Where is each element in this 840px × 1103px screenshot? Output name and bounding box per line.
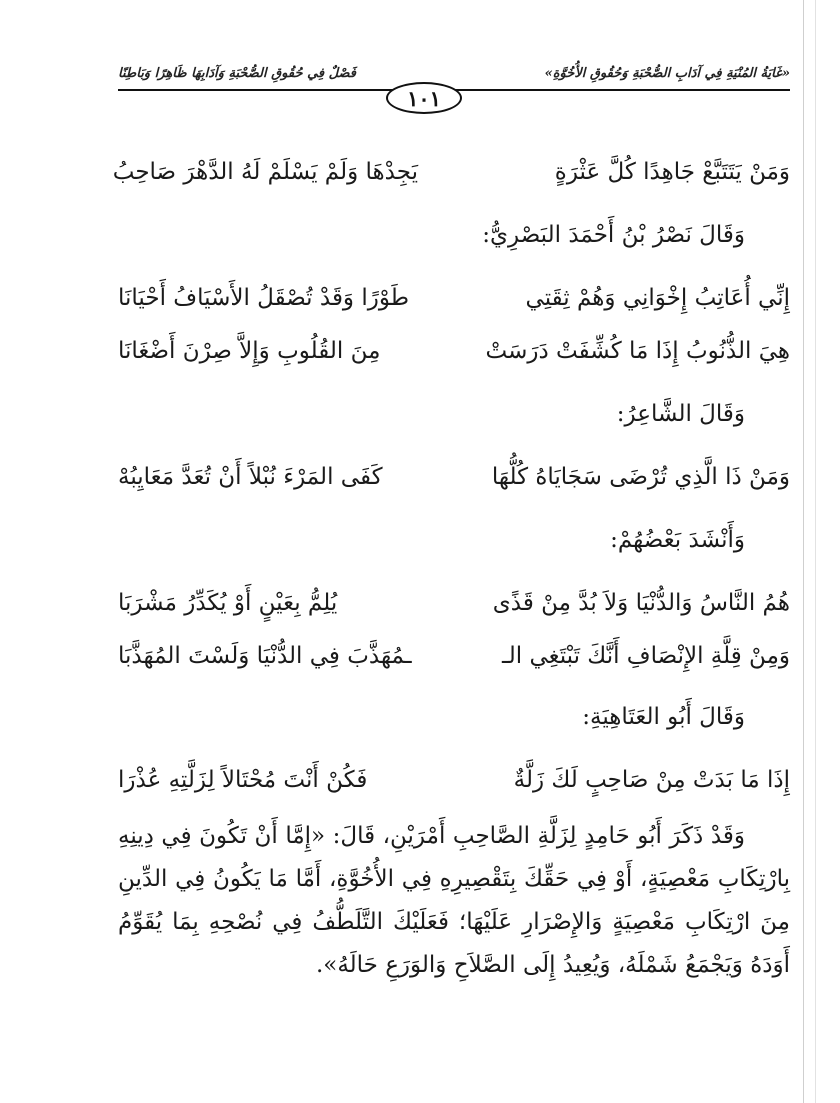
verse-first-hemistich: هِيَ الذُّنُوبُ إِذَا مَا كُشِّفَتْ دَرَسَتْ: [485, 338, 790, 364]
verse-attribution: وَقَالَ الشَّاعِرُ:: [616, 401, 745, 427]
verse-line: [118, 457, 790, 497]
verse-line: [118, 583, 790, 623]
verse-line: [112, 152, 790, 192]
verse-line: [118, 331, 790, 371]
page-number: ١٠١: [386, 82, 462, 114]
binding-line: [803, 0, 804, 1103]
verse-second-hemistich: طَوْرًا وَقَدْ تُصْقَلُ الأَسْيَافُ أَحْيَانَا: [118, 285, 410, 311]
running-header: [0, 0, 840, 120]
book-title: «غَايَةُ المُنْيَةِ فِي آدَابِ الصُّحْبَةِ وَحُقُوقِ الأُخُوَّةِ»: [544, 66, 790, 81]
binding-line: [815, 0, 816, 1103]
verse-second-hemistich: كَفَى المَرْءَ نُبْلاً أَنْ تُعَدَّ مَعَايِبُهْ: [118, 464, 383, 490]
verse-second-hemistich: ـمُهَذَّبَ فِي الدُّنْيَا وَلَسْتَ المُهَذَّبَا: [118, 643, 412, 669]
verse-first-hemistich: وَمِنْ قِلَّةِ الإِنْصَافِ أَنَّكَ تَبْتَغِي الـ: [502, 643, 790, 669]
prose-paragraph: وَقَدْ ذَكَرَ أَبُو حَامِدٍ لِزَلَّةِ الصَّاحِبِ أَمْرَيْنِ، قَالَ: «إِمَّا أَنْ تَكُونَ فِي دِينِهِ بِارْتِكَابِ مَعْصِيَةٍ، أَوْ فِي حَقِّكَ بِتَقْصِيرِهِ فِي الأُخُوَّةِ، أَمَّا مَا يَكُونُ فِي الدِّينِ مِنَ ارْتِكَابِ مَعْصِيَةٍ وَالإِصْرَارِ عَلَيْهَا؛ فَعَلَيْكَ التَّلَطُّفُ فِي نُصْحِهِ بِمَا يُقَوِّمُ أَوَدَهُ وَيَجْمَعُ شَمْلَهُ، وَيُعِيدُ إِلَى الصَّلاَحِ وَالوَرَعِ حَالَهُ».: [118, 823, 790, 978]
verse-attribution: وَقَالَ أَبُو العَتَاهِيَةِ:: [582, 704, 745, 730]
chapter-title: فَصْلٌ فِي حُقُوقِ الصُّحْبَةِ وَآدَابِهَا ظَاهِرًا وَبَاطِنًا: [118, 66, 356, 81]
verse-second-hemistich: يَجِدْهَا وَلَمْ يَسْلَمْ لَهُ الدَّهْرَ صَاحِبُ: [112, 159, 418, 185]
verse-first-hemistich: وَمَنْ ذَا الَّذِي تُرْضَى سَجَايَاهُ كُلُّهَا: [491, 464, 790, 490]
verse-first-hemistich: إِذَا مَا بَدَتْ مِنْ صَاحِبٍ لَكَ زَلَّةٌ: [513, 767, 790, 793]
verse-first-hemistich: إِنِّي أُعَاتِبُ إِخْوَانِي وَهُمْ ثِقَتِي: [525, 285, 790, 311]
verse-first-hemistich: وَمَنْ يَتَتَبَّعْ جَاهِدًا كُلَّ عَثْرَةٍ: [554, 159, 790, 185]
verse-attribution: وَأَنْشَدَ بَعْضُهُمْ:: [610, 527, 745, 553]
verse-second-hemistich: يُلِمُّ بِعَيْنٍ أَوْ يُكَدِّرُ مَشْرَبَا: [118, 590, 338, 616]
verse-second-hemistich: فَكُنْ أَنْتَ مُحْتَالاً لِزَلَّتِهِ عُذْرَا: [118, 767, 368, 793]
verse-first-hemistich: هُمُ النَّاسُ وَالدُّنْيَا وَلاَ بُدَّ مِنْ قَذًى: [492, 590, 790, 616]
verse-line: [118, 760, 790, 800]
verse-line: [118, 636, 790, 676]
verse-line: [118, 278, 790, 318]
verse-second-hemistich: مِنَ القُلُوبِ وَإِلاَّ صِرْنَ أَضْغَانَا: [118, 338, 381, 364]
verse-attribution: وَقَالَ نَصْرُ بْنُ أَحْمَدَ البَصْرِيُّ:: [482, 222, 745, 248]
